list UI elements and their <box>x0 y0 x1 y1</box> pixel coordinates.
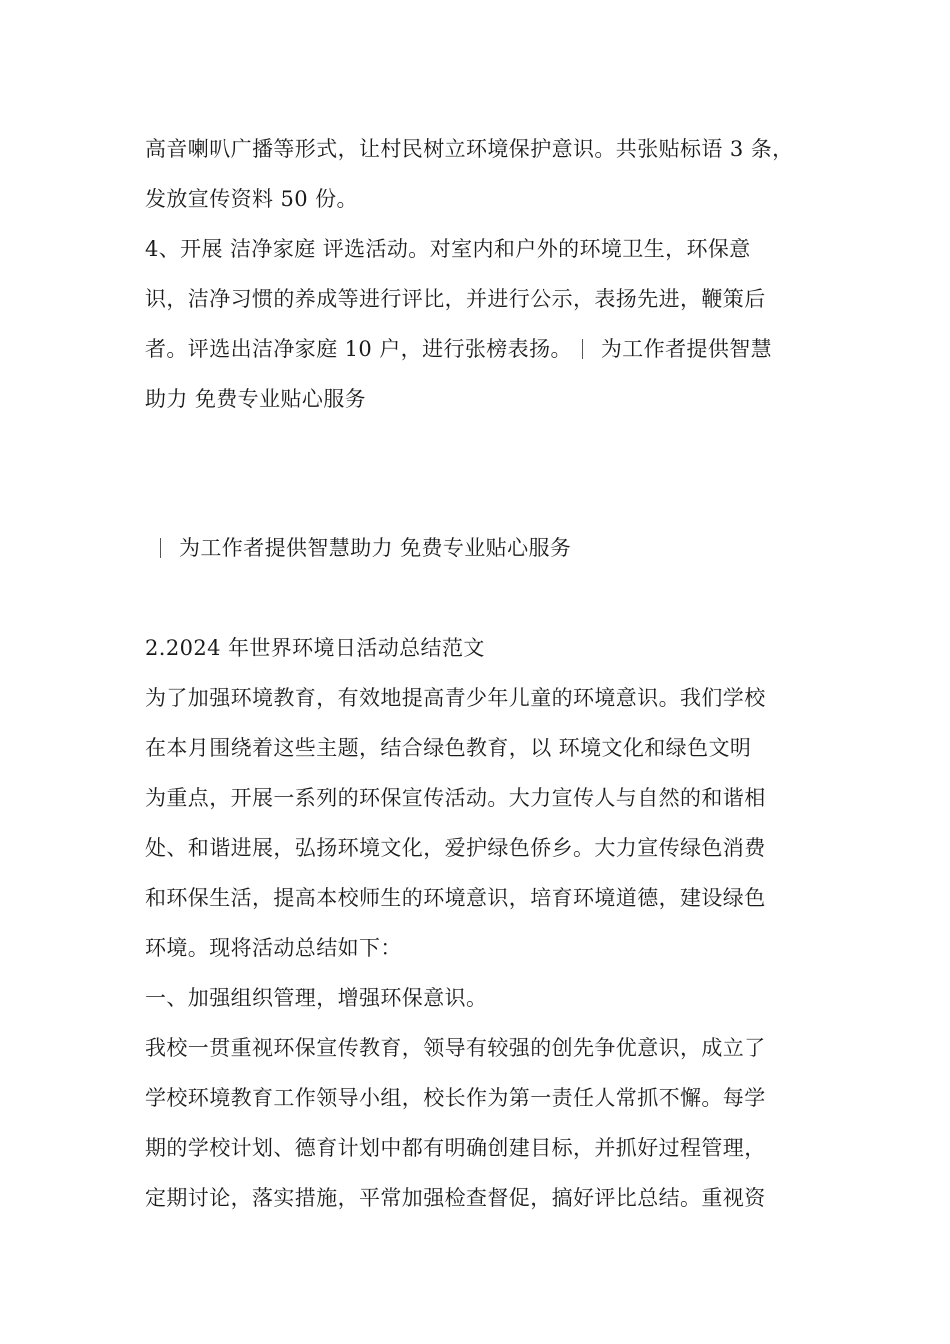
body-text-line: 定期讨论，落实措施，平常加强检查督促，搞好评比总结。重视资 <box>145 1186 766 1210</box>
watermark-text-line: 助力 免费专业贴心服务 <box>145 387 367 411</box>
body-text-line: 识，洁净习惯的养成等进行评比，并进行公示，表扬先进，鞭策后 <box>145 287 766 311</box>
body-text-line: 环境。现将活动总结如下： <box>145 936 402 960</box>
body-text-line: 处、和谐进展，弘扬环境文化，爱护绿色侨乡。大力宣传绿色消费 <box>145 836 766 860</box>
body-text-segment: 者。评选出洁净家庭 10 户，进行张榜表扬。 <box>145 337 572 361</box>
divider-bar <box>582 339 583 359</box>
body-text-line: 学校环境教育工作领导小组，校长作为第一责任人常抓不懈。每学 <box>145 1086 766 1110</box>
body-text-line: 和环保生活，提高本校师生的环境意识，培育环境道德，建设绿色 <box>145 886 766 910</box>
body-text-line: 为了加强环境教育，有效地提高青少年儿童的环境意识。我们学校 <box>145 686 766 710</box>
body-text-line: 高音喇叭广播等形式，让村民树立环境保护意识。共张贴标语 3 条， <box>145 137 794 161</box>
subheading: 一、加强组织管理，增强环保意识。 <box>145 986 488 1010</box>
body-text-line: 我校一贯重视环保宣传教育，领导有较强的创先争优意识，成立了 <box>145 1036 766 1060</box>
watermark-text: 为工作者提供智慧 <box>600 337 773 361</box>
watermark-text: 为工作者提供智慧助力 免费专业贴心服务 <box>179 536 572 560</box>
body-text-line: 在本月围绕着这些主题，结合绿色教育，以 环境文化和绿色文明 <box>145 736 752 760</box>
divider-bar <box>160 538 161 558</box>
body-text-line <box>145 334 815 364</box>
body-text-line: 4、开展 洁净家庭 评选活动。对室内和户外的环境卫生，环保意 <box>145 237 751 261</box>
watermark-footer <box>150 533 571 563</box>
section-title: 2.2024 年世界环境日活动总结范文 <box>145 636 485 660</box>
body-text-line: 为重点，开展一系列的环保宣传活动。大力宣传人与自然的和谐相 <box>145 786 766 810</box>
body-text-line: 发放宣传资料 50 份。 <box>145 187 358 211</box>
body-text-line: 期的学校计划、德育计划中都有明确创建目标，并抓好过程管理， <box>145 1136 766 1160</box>
